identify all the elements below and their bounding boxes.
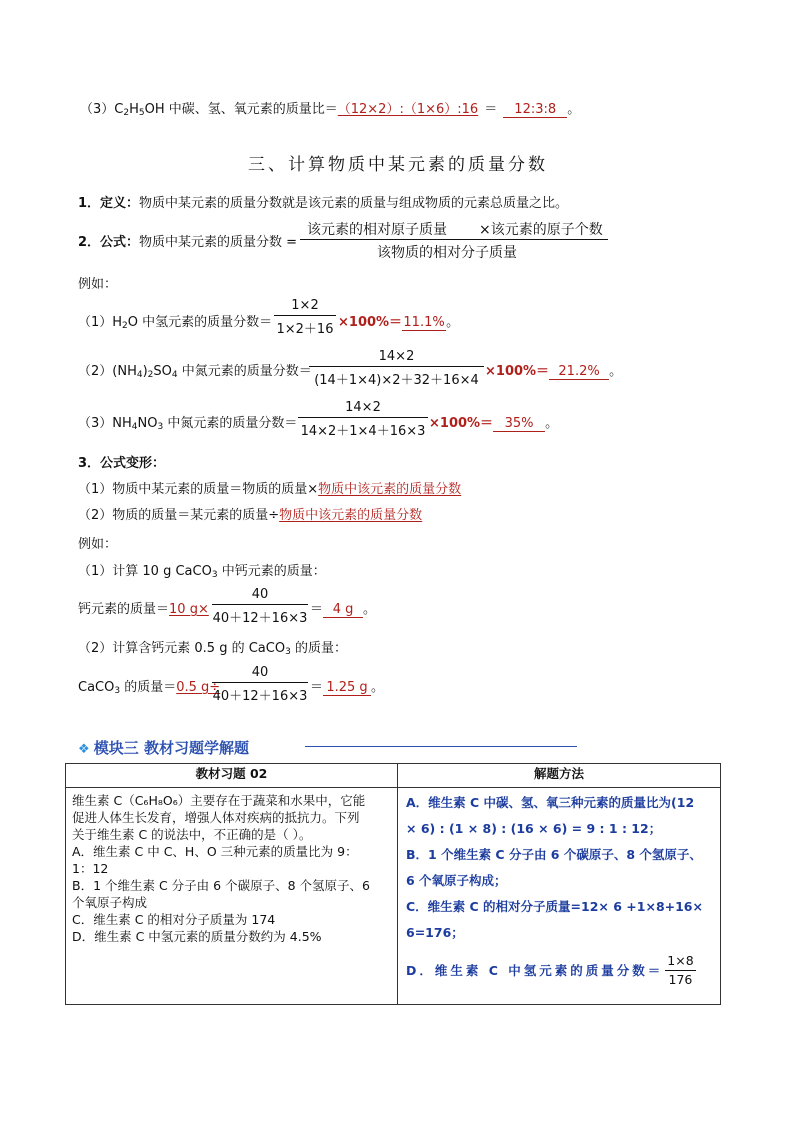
example2-num: 14×2 xyxy=(378,349,415,364)
example1-prefix: $(1)H_2O$ 中氢元素的质量分数＝ xyxy=(78,315,273,331)
solution-header: 解题方法 xyxy=(398,764,721,788)
example3-answer: 35% xyxy=(493,416,545,432)
example3-num: 14×2 xyxy=(345,400,381,415)
end-mark: 。 xyxy=(609,364,623,379)
formula-text: 物质中某元素的质量分数 = xyxy=(139,235,298,250)
question-line: 促进人体生长发育，增强人体对疾病的抵抗力。下列 xyxy=(72,810,360,825)
end-mark: 。 xyxy=(371,680,385,695)
question-line: C．维生素 C 的相对分子质量为 174 xyxy=(72,912,276,927)
example2-fraction xyxy=(309,349,484,388)
calc2-den: 40＋12＋16×3 xyxy=(212,682,308,704)
end-mark: 。 xyxy=(446,315,460,330)
question-line: A．维生素 C 中 C、H、O 三种元素的质量比为 9： xyxy=(72,844,358,859)
question-line: D．维生素 C 中氢元素的质量分数约为 4.5% xyxy=(72,929,322,944)
calc1-result xyxy=(310,598,376,618)
calc1-line xyxy=(78,598,209,617)
definition-text: 物质中某元素的质量分数就是该元素的质量与组成物质的元素总质量之比。 xyxy=(139,196,569,211)
question-line: B．1 个维生素 C 分子由 6 个碳原子、8 个氢原子、6 xyxy=(72,878,370,893)
example2-label: 例如： xyxy=(78,537,118,552)
calc1-num: 40 xyxy=(251,587,269,602)
solution-d-prefix: D．维生素 C 中氢元素的质量分数＝ xyxy=(406,962,664,978)
example-label: 例如： xyxy=(78,277,118,292)
definition-label: 1．定义： xyxy=(78,196,140,211)
formula-denominator: 该物质的相对分子质量 xyxy=(377,245,517,261)
module-title: 模块三 教材习题学解题 xyxy=(93,739,250,757)
ratio-calc: （12×2）:（1×6）:16 xyxy=(337,102,479,117)
question-cell xyxy=(66,788,398,1005)
exercise-table xyxy=(65,763,721,1005)
diamond-icon: ❖ xyxy=(78,742,90,757)
formula-num-part2: ×该元素的原子个数 xyxy=(479,222,603,238)
calc2-fraction xyxy=(212,665,308,704)
solution-line: 6 个氧原子构成； xyxy=(406,873,507,888)
calc1-prefix: 钙元素的质量＝ xyxy=(78,602,170,617)
question-line: 维生素 C（C₆H₈O₆）主要存在于蔬菜和水果中，它能 xyxy=(72,793,366,808)
example3-prefix: $(3)NH_4NO_3$ 中氮元素的质量分数＝ xyxy=(78,416,298,432)
example1-num: 1×2 xyxy=(291,298,319,313)
definition-line xyxy=(78,192,568,211)
calc1-eq: ＝ xyxy=(310,602,324,617)
example3-mult: ×100%＝ xyxy=(429,416,494,431)
formula-numerator xyxy=(307,219,603,239)
example3-result xyxy=(429,412,558,432)
calc1-red: 10 g× xyxy=(169,602,209,617)
calc2-num: 40 xyxy=(251,665,269,680)
solution-d-num: 1×8 xyxy=(667,953,694,968)
example2-result xyxy=(485,360,622,380)
ratio-line-3 xyxy=(80,98,580,118)
end-mark: 。 xyxy=(363,602,377,617)
example3-fraction xyxy=(298,400,428,439)
example2-prefix: $(2)(NH_4)_2SO_4$ 中氮元素的质量分数＝ xyxy=(78,364,312,380)
example1-mult: ×100%＝ xyxy=(338,315,403,330)
variant1-line xyxy=(78,478,461,497)
solution-line: × 6) : (1 × 8) : (16 × 6) = 9 : 1 : 12； xyxy=(406,821,662,836)
solution-text xyxy=(398,788,720,989)
solution-line: C．维生素 C 的相对分子质量=12× 6 +1×8+16× xyxy=(406,899,703,914)
example2-den: (14＋1×4)×2＋32＋16×4 xyxy=(309,366,484,388)
calc2-result xyxy=(310,676,384,696)
example1-fraction xyxy=(274,298,336,337)
solution-d-fraction xyxy=(665,952,695,989)
ratio-label: $(3)C_2H_5OH$ 中碳、氢、氧元素的质量比＝ xyxy=(80,102,338,118)
module-divider xyxy=(305,746,577,747)
variant-label: 3．公式变形： xyxy=(78,456,166,471)
example2-mult: ×100%＝ xyxy=(485,364,550,379)
calc2-line xyxy=(78,676,220,696)
calc2-prefix: CaCO$_3$ 的质量＝ xyxy=(78,680,177,696)
calc1-answer: 4 g xyxy=(323,602,363,618)
calc2-eq: ＝ xyxy=(310,680,324,695)
formula-label: 2．公式： xyxy=(78,235,140,250)
ratio-eq: ＝ xyxy=(484,102,498,117)
section-title: 三、计算物质中某元素的质量分数 xyxy=(248,155,548,175)
calc1-den: 40＋12＋16×3 xyxy=(212,604,308,626)
module-header xyxy=(78,737,249,758)
solution-line: A．维生素 C 中碳、氢、氧三种元素的质量比为(12 xyxy=(406,795,695,810)
variant1-text: （1）物质中某元素的质量＝物质的质量× xyxy=(78,482,319,497)
example1-den: 1×2＋16 xyxy=(274,315,336,337)
calc1-fraction xyxy=(212,587,308,626)
calc1-question: （1）计算 10 g CaCO$_3$ 中钙元素的质量： xyxy=(78,564,326,580)
example1-answer: 11.1% xyxy=(403,315,445,330)
formula-bar xyxy=(300,239,608,240)
exercise-header: 教材习题 02 xyxy=(66,764,398,788)
example1-result xyxy=(338,311,459,331)
variant1-red: 物质中该元素的质量分数 xyxy=(318,482,462,497)
question-text xyxy=(66,788,397,945)
calc2-question: （2）计算含钙元素 0.5 g 的 CaCO$_3$ 的质量： xyxy=(78,641,347,657)
question-line: 关于维生素 C 的说法中，不正确的是（ ）。 xyxy=(72,827,312,842)
end-mark: 。 xyxy=(545,416,559,431)
solution-d-line xyxy=(406,952,712,989)
example2-answer: 21.2% xyxy=(549,364,609,380)
variant2-text: （2）物质的质量＝某元素的质量÷ xyxy=(78,508,280,523)
formula-line xyxy=(78,231,297,250)
solution-d-den: 176 xyxy=(665,970,695,989)
ratio-answer: 12:3:8 xyxy=(503,102,567,118)
solution-cell xyxy=(398,788,721,1005)
variant2-line xyxy=(78,504,422,523)
calc2-answer: 1.25 g xyxy=(323,680,371,696)
variant2-red: 物质中该元素的质量分数 xyxy=(279,508,423,523)
end-mark: 。 xyxy=(567,102,581,117)
example3-den: 14×2＋1×4＋16×3 xyxy=(298,417,428,439)
question-line: 1：12 xyxy=(72,861,109,876)
solution-line: 6=176； xyxy=(406,925,464,940)
solution-line: B．1 个维生素 C 分子由 6 个碳原子、8 个氢原子、 xyxy=(406,847,702,862)
formula-num-part1: 该元素的相对原子质量 xyxy=(307,222,447,238)
question-line: 个氧原子构成 xyxy=(72,895,148,910)
calc2-red: 0.5 g÷ xyxy=(176,680,221,695)
